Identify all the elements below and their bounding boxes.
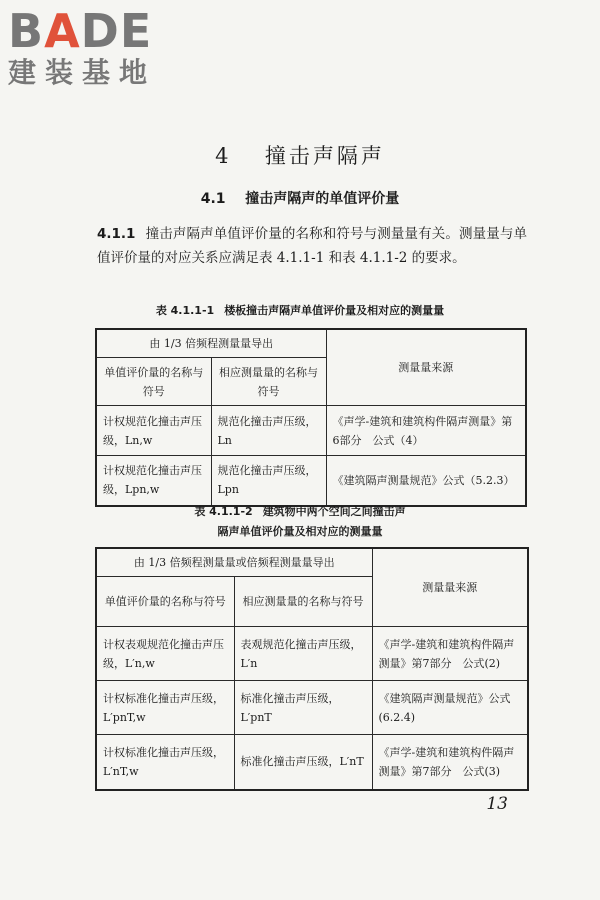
chapter-number: 4 [215, 144, 232, 168]
table2-caption-line2 [0, 522, 600, 542]
table2-header-source: 测量量来源 [372, 548, 528, 627]
table2-caption-title-1: 建筑物中两个空间之间撞击声 [262, 505, 406, 518]
table2-row3-eval: 计权标准化撞击声压级，L′nT,w [96, 735, 234, 790]
table1-header-group: 由 1/3 倍频程测量量导出 [96, 329, 326, 358]
table2-row2-measure: 标准化撞击声压级，L′pnT [234, 681, 372, 735]
table1-row1-eval: 计权规范化撞击声压级，Ln,w [96, 406, 211, 456]
table-row [96, 735, 528, 790]
table1-caption [0, 301, 600, 321]
table2-header-measure: 相应测量量的名称与符号 [234, 577, 372, 627]
table1-header-eval: 单值评价量的名称与符号 [96, 358, 211, 406]
table-row [96, 681, 528, 735]
table2-row3-measure: 标准化撞击声压级，L′nT [234, 735, 372, 790]
logo-letter-b: B [8, 4, 45, 58]
table-row [96, 406, 526, 456]
logo-letters-de: DE [80, 4, 153, 58]
section-name: 撞击声隔声的单值评价量 [245, 191, 400, 207]
section-title [0, 188, 600, 208]
table2-caption-title-2: 隔声单值评价量及相对应的测量量 [217, 525, 383, 538]
section-number: 4.1 [200, 191, 226, 207]
table2-header-group: 由 1/3 倍频程测量量或倍频程测量量导出 [96, 548, 372, 577]
table1-row2-measure: 规范化撞击声压级，Lpn [211, 456, 326, 506]
table1-row1-measure: 规范化撞击声压级，Ln [211, 406, 326, 456]
table1-caption-number: 表 4.1.1-1 [155, 304, 215, 317]
table2-row1-source: 《声学-建筑和建筑构件隔声测量》第7部分 公式(2) [372, 627, 528, 681]
page-number: 13 [486, 794, 508, 814]
chapter-name: 撞击声隔声 [264, 144, 385, 168]
chapter-title [0, 140, 600, 170]
logo-subtitle: 建装基地 [8, 56, 157, 89]
table-row [96, 456, 526, 506]
table2-caption-number: 表 4.1.1-2 [194, 505, 253, 518]
clause-number: 4.1.1 [97, 226, 136, 242]
table2-row1-measure: 表观规范化撞击声压级，L′n [234, 627, 372, 681]
table1-header-measure: 相应测量量的名称与符号 [211, 358, 326, 406]
table1-row1-source: 《声学-建筑和建筑构件隔声测量》第6部分 公式（4） [326, 406, 526, 456]
table1-caption-title: 楼板撞击声隔声单值评价量及相对应的测量量 [224, 304, 445, 317]
clause-paragraph [97, 222, 527, 270]
table2-row2-source: 《建筑隔声测量规范》公式(6.2.4) [372, 681, 528, 735]
table2-row2-eval: 计权标准化撞击声压级，L′pnT,w [96, 681, 234, 735]
table-row [96, 627, 528, 681]
logo-letter-a: A [44, 4, 81, 58]
table2-row1-eval: 计权表观规范化撞击声压级，L′n,w [96, 627, 234, 681]
table2-row3-source: 《声学-建筑和建筑构件隔声测量》第7部分 公式(3) [372, 735, 528, 790]
table1-row2-source: 《建筑隔声测量规范》公式（5.2.3） [326, 456, 526, 506]
table2 [95, 547, 529, 791]
logo-wordmark [8, 6, 178, 56]
table1-header-source: 测量量来源 [326, 329, 526, 406]
table1-row2-eval: 计权规范化撞击声压级，Lpn,w [96, 456, 211, 506]
table1 [95, 328, 527, 507]
table2-header-eval: 单值评价量的名称与符号 [96, 577, 234, 627]
clause-text: 撞击声隔声单值评价量的名称和符号与测量量有关。测量量与单值评价量的对应关系应满足表 4.1.1-1 和表 4.1.1-2 的要求。 [97, 226, 527, 266]
brand-logo [8, 6, 178, 90]
table2-caption-line1 [0, 502, 600, 522]
